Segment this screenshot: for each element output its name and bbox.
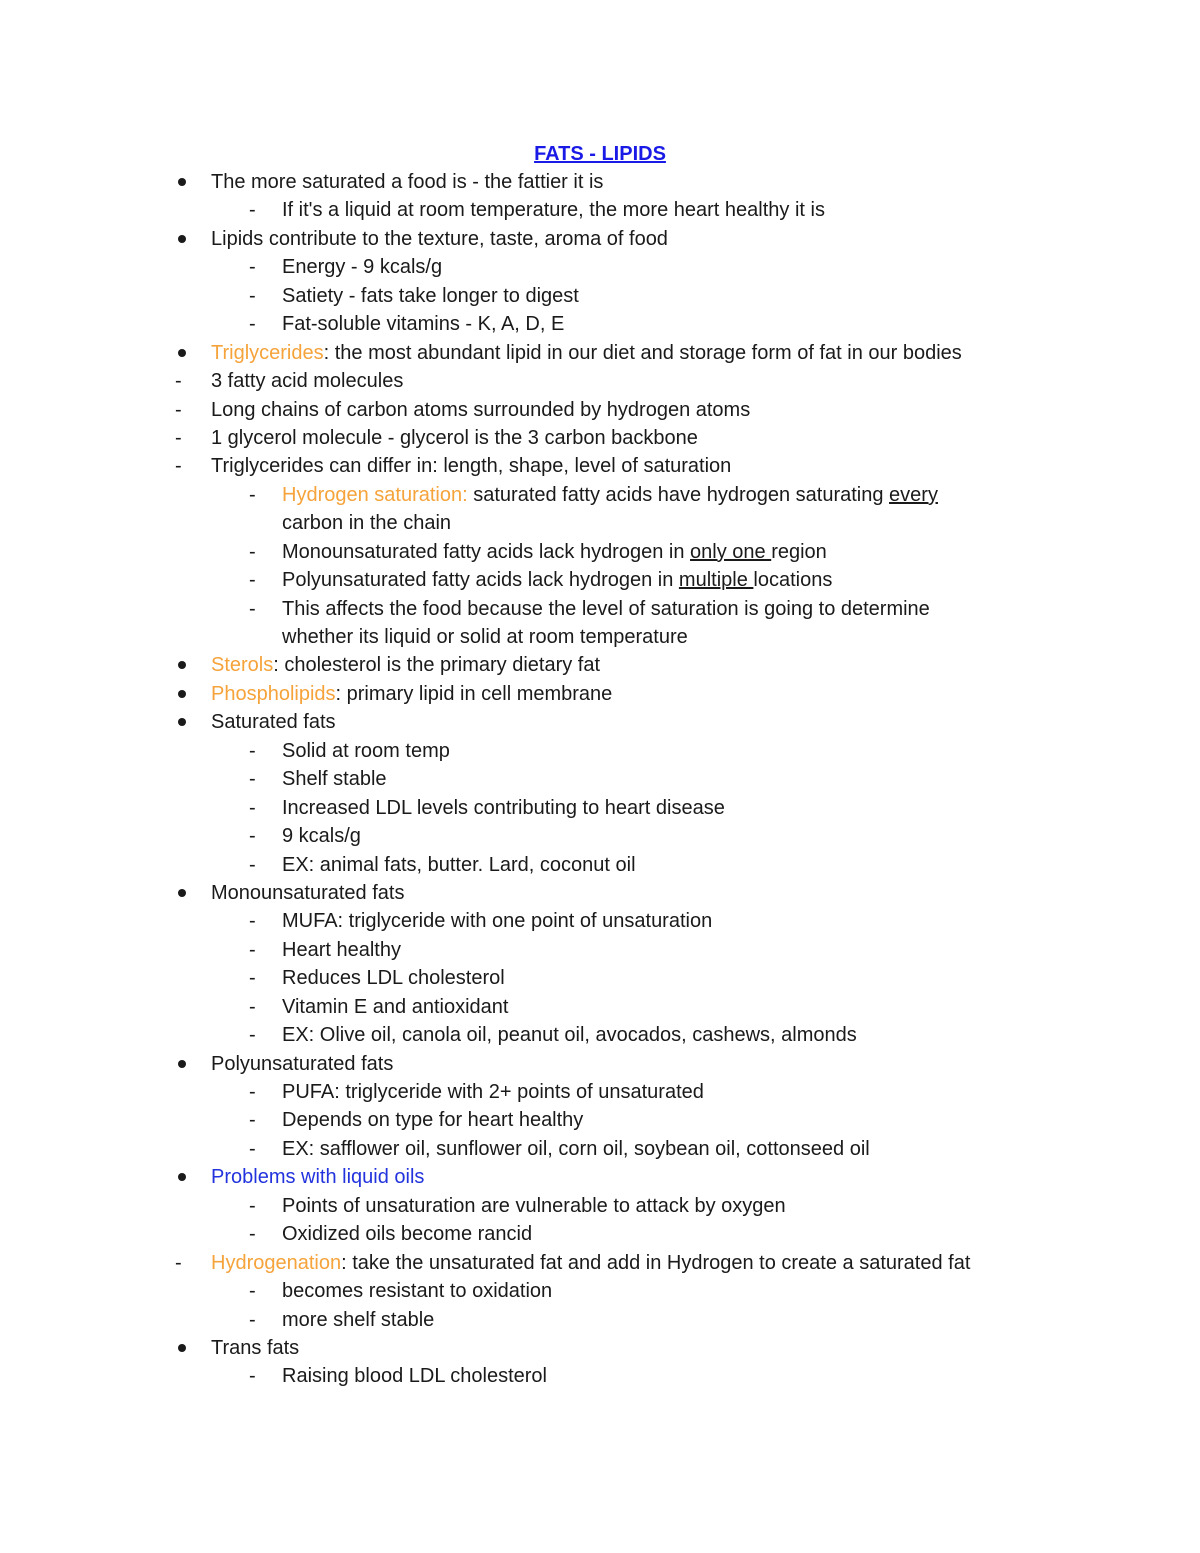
bullet-icon — [178, 661, 186, 669]
list-item-text — [211, 1050, 393, 1078]
list-item-text — [282, 310, 564, 338]
dash-marker: - — [249, 1365, 256, 1388]
text-segment: Polyunsaturated fats — [211, 1052, 394, 1075]
list-item — [0, 538, 1200, 566]
list-item — [0, 737, 1200, 765]
text-segment: becomes resistant to oxidation — [282, 1280, 553, 1303]
text-segment: Lipids contribute to the texture, taste, aroma of food — [211, 227, 668, 250]
text-segment: 1 glycerol molecule - glycerol is the 3 carbon backbone — [211, 426, 698, 449]
list-item — [0, 1220, 1200, 1248]
list-item-text — [282, 1220, 532, 1248]
list-item-text — [211, 424, 698, 452]
text-segment: Reduces LDL cholesterol — [282, 967, 505, 990]
dash-marker: - — [249, 1308, 256, 1331]
dash-marker: - — [249, 910, 256, 933]
text-segment: Triglycerides can differ in: length, shape, level of saturation — [211, 455, 732, 478]
text-segment: whether its liquid or solid at room temperature — [282, 626, 688, 648]
dash-marker: - — [249, 256, 256, 279]
list-item — [0, 907, 1200, 935]
bullet-icon — [178, 349, 186, 357]
list-item — [0, 253, 1200, 281]
list-item-text — [211, 1334, 299, 1362]
text-segment: Energy - 9 kcals/g — [282, 256, 443, 279]
list-item-text — [211, 396, 750, 424]
list-item-text — [211, 879, 404, 907]
list-item-text — [282, 253, 442, 281]
bullet-icon — [178, 1344, 186, 1352]
list-item-text — [211, 1249, 970, 1277]
list-item — [0, 168, 1200, 196]
list-item — [0, 822, 1200, 850]
list-item-text — [211, 680, 612, 708]
list-item-text — [282, 1021, 857, 1049]
dash-marker: - — [249, 483, 256, 506]
list-item — [0, 765, 1200, 793]
text-segment: Monounsaturated fats — [211, 881, 405, 904]
list-item — [0, 396, 1200, 424]
text-segment: saturated fatty acids have hydrogen saturating — [467, 483, 890, 506]
dash-marker: - — [249, 1280, 256, 1303]
text-segment: Depends on type for heart healthy — [282, 1109, 584, 1132]
text-segment: Oxidized oils become rancid — [282, 1223, 533, 1246]
list-item-text — [282, 936, 401, 964]
list-item — [0, 282, 1200, 310]
text-segment: more shelf stable — [282, 1308, 435, 1331]
list-item — [0, 595, 1200, 623]
list-item — [0, 1163, 1200, 1191]
list-item — [0, 651, 1200, 679]
list-item — [0, 310, 1200, 338]
list-item-text — [282, 851, 636, 879]
list-item-text — [282, 1362, 547, 1390]
list-item-text — [282, 623, 688, 651]
list-item — [0, 794, 1200, 822]
dash-marker: - — [175, 426, 182, 449]
text-segment: Vitamin E and antioxidant — [282, 995, 509, 1018]
list-item — [0, 879, 1200, 907]
list-item — [0, 339, 1200, 367]
dash-marker: - — [249, 796, 256, 819]
list-item — [0, 1106, 1200, 1134]
dash-marker: - — [249, 967, 256, 990]
text-segment: Shelf stable — [282, 768, 387, 791]
dash-marker: - — [249, 284, 256, 307]
dash-marker: - — [249, 739, 256, 762]
text-segment: The more saturated a food is - the fattier it is — [211, 171, 604, 193]
list-item — [0, 452, 1200, 480]
text-segment: Long chains of carbon atoms surrounded by hydrogen atoms — [211, 398, 751, 421]
list-item — [0, 509, 1200, 537]
text-segment: Satiety - fats take longer to digest — [282, 284, 579, 307]
list-item — [0, 1078, 1200, 1106]
list-item — [0, 1334, 1200, 1362]
text-segment: Heart healthy — [282, 938, 401, 961]
list-item-text — [282, 538, 827, 566]
list-item — [0, 424, 1200, 452]
list-item-text — [211, 225, 668, 253]
dash-marker: - — [249, 1223, 256, 1246]
list-item-text — [282, 1277, 552, 1305]
text-segment: Phospholipids — [211, 682, 336, 705]
list-item-text — [211, 339, 962, 367]
text-segment: EX: safflower oil, sunflower oil, corn oil, soybean oil, cottonseed oil — [282, 1137, 870, 1160]
text-segment: Monounsaturated fatty acids lack hydrogen in — [282, 540, 691, 563]
list-item-text — [282, 1135, 870, 1163]
list-item-text — [282, 737, 450, 765]
list-item — [0, 225, 1200, 253]
text-segment: This affects the food because the level of saturation is going to determine — [282, 597, 930, 620]
text-segment: Solid at room temp — [282, 739, 450, 762]
bullet-icon — [178, 889, 186, 897]
text-segment: EX: animal fats, butter. Lard, coconut oil — [282, 853, 636, 876]
dash-marker: - — [249, 938, 256, 961]
dash-marker: - — [249, 540, 256, 563]
list-item — [0, 1135, 1200, 1163]
bullet-icon — [178, 1173, 186, 1181]
list-item-text — [282, 993, 508, 1021]
notes-list — [0, 168, 1200, 1391]
list-item — [0, 1249, 1200, 1277]
dash-marker: - — [249, 313, 256, 336]
text-segment: If it's a liquid at room temperature, the more heart healthy it is — [282, 199, 825, 222]
list-item-text — [282, 765, 387, 793]
list-item — [0, 1306, 1200, 1334]
dash-marker: - — [175, 1251, 182, 1274]
list-item-text — [282, 1192, 786, 1220]
text-segment: Problems with liquid oils — [211, 1166, 425, 1189]
dash-marker: - — [249, 1109, 256, 1132]
text-segment: Increased LDL levels contributing to heart disease — [282, 796, 725, 819]
list-item-text — [282, 794, 725, 822]
dash-marker: - — [175, 370, 182, 393]
dash-marker: - — [249, 199, 256, 222]
text-segment: : take the unsaturated fat and add in Hydrogen to create a saturated fat — [341, 1251, 971, 1274]
text-segment: Points of unsaturation are vulnerable to attack by oxygen — [282, 1194, 786, 1217]
bullet-icon — [178, 178, 186, 186]
list-item — [0, 1277, 1200, 1305]
text-segment: every — [889, 483, 938, 506]
bullet-icon — [178, 690, 186, 698]
text-segment: Raising blood LDL cholesterol — [282, 1365, 547, 1388]
list-item — [0, 851, 1200, 879]
list-item-text — [211, 651, 600, 679]
list-item-text — [282, 509, 451, 537]
list-item-text — [282, 481, 938, 509]
list-item — [0, 680, 1200, 708]
text-segment: : the most abundant lipid in our diet and storage form of fat in our bodies — [323, 341, 962, 364]
dash-marker: - — [249, 1024, 256, 1047]
list-item-text — [282, 282, 579, 310]
text-segment: Saturated fats — [211, 711, 336, 734]
dash-marker: - — [249, 853, 256, 876]
list-item — [0, 993, 1200, 1021]
text-segment: Hydrogenation — [211, 1251, 342, 1274]
list-item-text — [211, 452, 731, 480]
text-segment: carbon in the chain — [282, 512, 452, 535]
list-item-text — [282, 566, 832, 594]
dash-marker: - — [249, 995, 256, 1018]
dash-marker: - — [249, 768, 256, 791]
list-item-text — [282, 1306, 434, 1334]
list-item-text — [282, 964, 505, 992]
list-item — [0, 964, 1200, 992]
list-item — [0, 1050, 1200, 1078]
text-segment: 3 fatty acid molecules — [211, 370, 404, 393]
list-item — [0, 1362, 1200, 1390]
text-segment: region — [771, 540, 827, 563]
list-item — [0, 708, 1200, 736]
list-item-text — [282, 1106, 583, 1134]
list-item-text — [282, 196, 825, 224]
dash-marker: - — [249, 825, 256, 848]
list-item-text — [282, 907, 712, 935]
list-item-text — [211, 168, 603, 196]
list-item-text — [282, 822, 361, 850]
dash-marker: - — [249, 1194, 256, 1217]
bullet-icon — [178, 235, 186, 243]
list-item — [0, 936, 1200, 964]
list-item — [0, 623, 1200, 651]
list-item-text — [211, 1163, 424, 1191]
dash-marker: - — [249, 1137, 256, 1160]
bullet-icon — [178, 718, 186, 726]
dash-marker: - — [175, 455, 182, 478]
list-item-text — [211, 367, 403, 395]
list-item — [0, 367, 1200, 395]
text-segment: only one — [690, 540, 772, 563]
text-segment: : cholesterol is the primary dietary fat — [273, 654, 601, 677]
list-item — [0, 1021, 1200, 1049]
text-segment: : primary lipid in cell membrane — [335, 682, 613, 705]
text-segment: EX: Olive oil, canola oil, peanut oil, avocados, cashews, almonds — [282, 1024, 857, 1047]
text-segment: Sterols — [211, 654, 274, 677]
text-segment: Polyunsaturated fatty acids lack hydrogen in — [282, 569, 679, 592]
list-item — [0, 1192, 1200, 1220]
text-segment: multiple — [678, 569, 754, 592]
list-item — [0, 481, 1200, 509]
dash-marker: - — [249, 597, 256, 620]
text-segment: Fat-soluble vitamins - K, A, D, E — [282, 313, 565, 336]
document-title: FATS - LIPIDS — [534, 143, 666, 165]
list-item-text — [282, 595, 930, 623]
dash-marker: - — [175, 398, 182, 421]
dash-marker: - — [249, 1081, 256, 1103]
text-segment: locations — [753, 569, 833, 592]
text-segment: MUFA: triglyceride with one point of unsaturation — [282, 910, 713, 933]
dash-marker: - — [249, 569, 256, 592]
text-segment: Triglycerides — [211, 341, 324, 364]
text-segment: PUFA: triglyceride with 2+ points of unsaturated — [282, 1081, 704, 1103]
list-item — [0, 196, 1200, 224]
list-item — [0, 566, 1200, 594]
list-item-text — [282, 1078, 704, 1106]
text-segment: 9 kcals/g — [282, 825, 361, 848]
text-segment: Hydrogen saturation: — [282, 483, 468, 506]
bullet-icon — [178, 1060, 186, 1068]
list-item-text — [211, 708, 336, 736]
text-segment: Trans fats — [211, 1336, 300, 1359]
